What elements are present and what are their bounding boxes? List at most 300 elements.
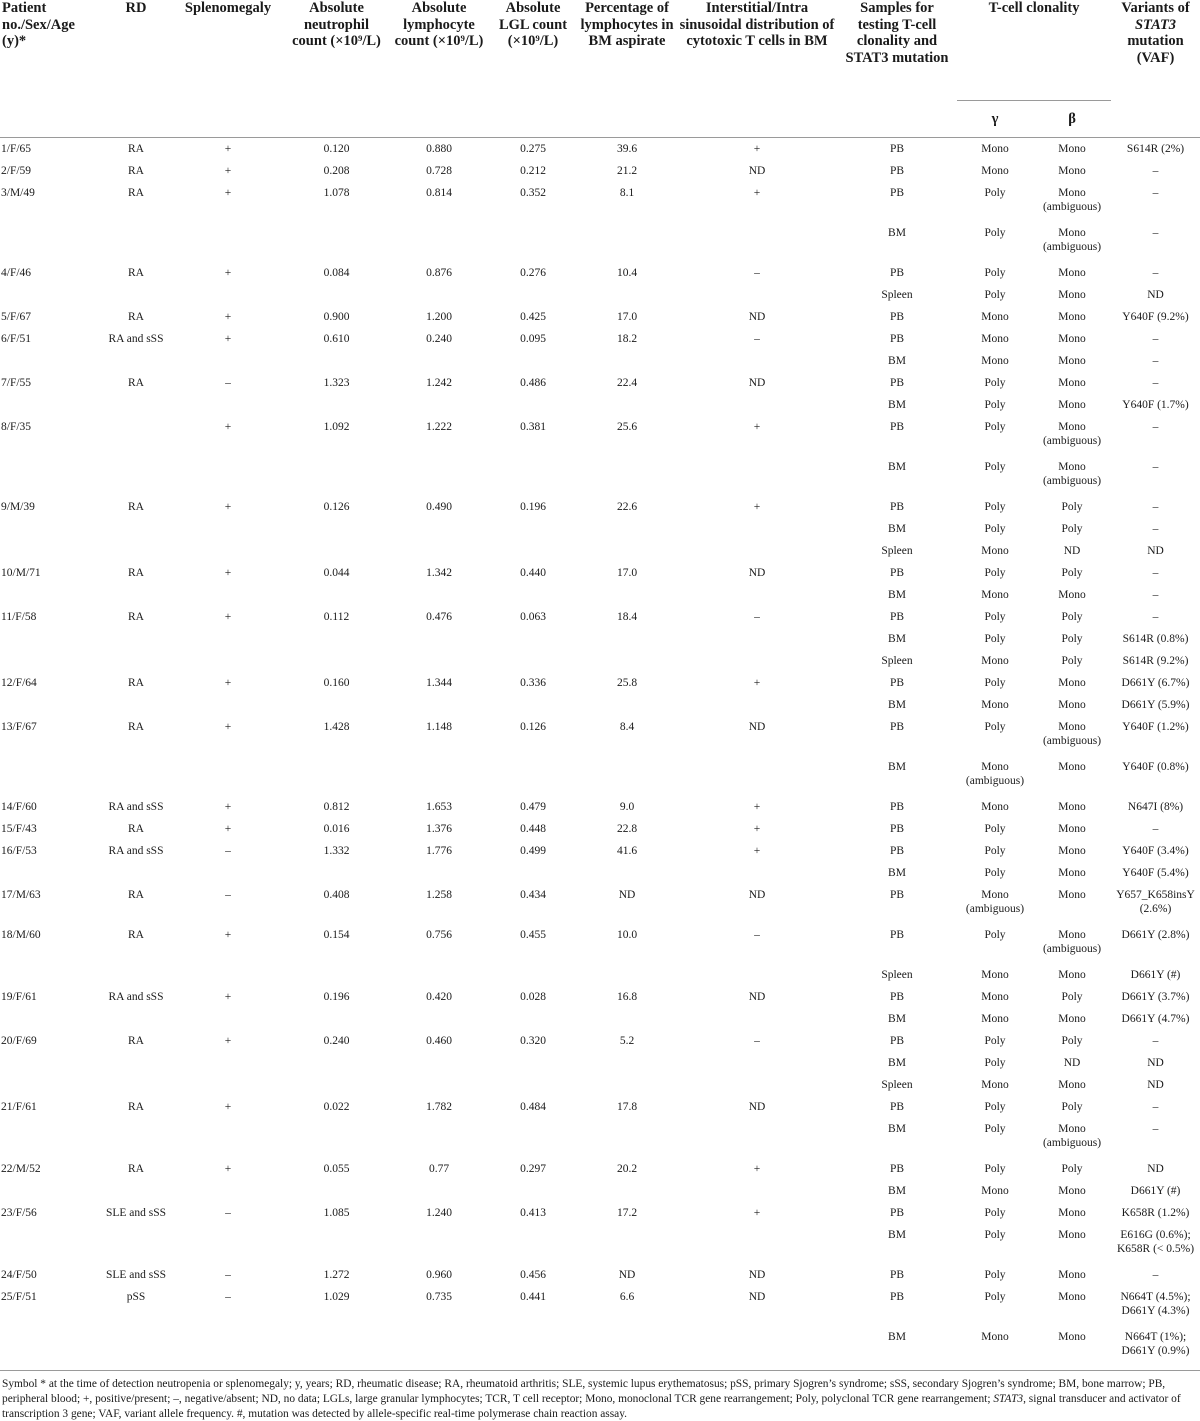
cell-patient (0, 1052, 100, 1074)
cell-neutrophil (284, 540, 389, 562)
cell-neutrophil: 0.022 (323, 1101, 350, 1113)
cell-bm-percentage: 25.6 (616, 421, 638, 433)
cell-patient (0, 394, 100, 416)
cell-rd: RA (128, 377, 144, 389)
cell-splenomegaly (172, 350, 284, 372)
cell-bm-percentage (577, 1052, 677, 1074)
cell-patient: 17/M/63 (1, 889, 41, 901)
cell-lymphocyte: 1.242 (426, 377, 452, 389)
col-lgl: Absolute LGL count (×10⁹/L) (498, 0, 568, 49)
cell-sample: BM (888, 699, 906, 711)
cell-beta: Mono (1058, 289, 1086, 301)
cell-distribution (677, 650, 837, 672)
cell-sample: PB (889, 823, 905, 835)
cell-sample: BM (888, 1229, 906, 1241)
cell-sample: PB (889, 1207, 905, 1219)
cell-bm-percentage (577, 1180, 677, 1202)
cell-gamma: Poly (984, 187, 1006, 199)
cell-lgl: 0.126 (520, 721, 546, 733)
cell-gamma: Poly (984, 227, 1006, 239)
cell-patient: 1/F/65 (1, 143, 32, 155)
cell-splenomegaly: – (225, 1291, 231, 1303)
cell-patient: 22/M/52 (1, 1163, 41, 1175)
cell-sample: Spleen (881, 545, 913, 557)
cell-distribution: ND (748, 567, 766, 579)
cell-rd: RA (128, 165, 144, 177)
cell-lymphocyte: 1.240 (426, 1207, 452, 1219)
cell-lgl: 0.455 (520, 929, 546, 941)
cell-rd (100, 694, 172, 716)
cell-sample: BM (888, 227, 906, 239)
cell-bm-percentage (577, 1224, 677, 1264)
cell-beta: Mono (1058, 1269, 1086, 1281)
cell-sample: Spleen (881, 969, 913, 981)
cell-lymphocyte: 0.240 (426, 333, 452, 345)
cell-variant: S614R (0.8%) (1122, 633, 1189, 645)
cell-variant: – (1152, 1101, 1159, 1113)
cell-bm-percentage: 5.2 (619, 1035, 635, 1047)
cell-rd: RA (128, 929, 144, 941)
cell-distribution (677, 518, 837, 540)
cell-lymphocyte: 1.782 (426, 1101, 452, 1113)
cell-rd: RA and sSS (108, 845, 164, 857)
col-distribution: Interstitial/Intra sinusoidal distribution of cytotoxic T cells in BM (679, 0, 835, 49)
cell-sample: PB (889, 333, 905, 345)
cell-variant: D661Y (6.7%) (1121, 677, 1190, 689)
cell-lymphocyte (389, 1224, 489, 1264)
cell-gamma: Mono (981, 655, 1009, 667)
cell-beta: Poly (1061, 567, 1083, 579)
cell-variant: – (1152, 421, 1159, 433)
cell-gamma: Mono (981, 1185, 1009, 1197)
cell-rd: RA (128, 1163, 144, 1175)
cell-lymphocyte: 0.728 (426, 165, 452, 177)
cell-beta: Mono (1058, 677, 1086, 689)
cell-neutrophil: 0.900 (323, 311, 350, 323)
table-body (0, 138, 1200, 1367)
cell-patient: 11/F/58 (1, 611, 37, 623)
cell-rd: RA and sSS (108, 801, 164, 813)
cell-bm-percentage: 16.8 (616, 991, 638, 1003)
col-variants (1111, 0, 1200, 138)
table-row (0, 606, 1200, 628)
cell-bm-percentage: 6.6 (619, 1291, 635, 1303)
cell-variant: K658R (1.2%) (1121, 1207, 1190, 1219)
cell-lymphocyte (389, 222, 489, 262)
cell-splenomegaly (172, 1074, 284, 1096)
col-neutrophil: Absolute neutrophil count (×10⁹/L) (292, 0, 381, 49)
cell-beta: Mono (1058, 699, 1086, 711)
cell-distribution (677, 394, 837, 416)
cell-gamma: Poly (984, 377, 1006, 389)
cell-distribution (677, 584, 837, 606)
cell-sample: PB (889, 1163, 905, 1175)
variants-label-post: mutation (VAF) (1127, 33, 1184, 66)
table-row (0, 262, 1200, 284)
cell-bm-percentage (577, 584, 677, 606)
cell-bm-percentage (577, 1326, 677, 1366)
table-header (0, 0, 1200, 138)
cell-gamma: Poly (984, 1207, 1006, 1219)
cell-distribution: ND (748, 1269, 766, 1281)
cell-gamma: Poly (984, 721, 1006, 733)
cell-splenomegaly (172, 284, 284, 306)
cell-bm-percentage: 21.2 (616, 165, 638, 177)
cell-distribution: ND (748, 377, 766, 389)
cell-patient: 20/F/69 (1, 1035, 37, 1047)
cell-distribution (677, 222, 837, 262)
cell-patient: 7/F/55 (1, 377, 32, 389)
col-splenomegaly: Splenomegaly (184, 0, 272, 16)
cell-patient (0, 1224, 100, 1264)
cell-lgl: 0.297 (520, 1163, 546, 1175)
cell-patient (0, 350, 100, 372)
cell-lymphocyte (389, 1118, 489, 1158)
cell-bm-percentage (577, 1008, 677, 1030)
cell-neutrophil (284, 350, 389, 372)
cell-sample: BM (888, 355, 906, 367)
cell-rd: pSS (126, 1291, 146, 1303)
table-row (0, 416, 1200, 456)
cell-variant: ND (1147, 1163, 1164, 1175)
cell-splenomegaly (172, 1326, 284, 1366)
variants-label-pre: Variants of (1121, 0, 1190, 16)
cell-lgl (489, 1224, 577, 1264)
cell-gamma: Mono (ambiguous) (965, 889, 1025, 915)
cell-patient: 3/M/49 (1, 187, 35, 199)
cell-gamma: Poly (984, 523, 1006, 535)
cell-lymphocyte: 0.876 (426, 267, 452, 279)
cell-lgl (489, 584, 577, 606)
cell-splenomegaly (172, 584, 284, 606)
cell-splenomegaly: + (224, 823, 232, 835)
cell-lymphocyte: 0.476 (426, 611, 452, 623)
cell-sample: PB (889, 1101, 905, 1113)
cell-distribution: – (754, 929, 760, 941)
cell-lgl: 0.212 (520, 165, 546, 177)
cell-beta: Mono (ambiguous) (1042, 1123, 1102, 1149)
cell-splenomegaly (172, 862, 284, 884)
cell-distribution: ND (748, 311, 766, 323)
cell-variant: – (1152, 165, 1159, 177)
cell-rd: RA (128, 823, 144, 835)
cell-splenomegaly: + (224, 991, 232, 1003)
footnote-part1: Symbol * at the time of detection neutropenia or splenomegaly; y, years; RD, rheumatic disease; RA, rheumatoid arthritis; SLE, systemic lupus erythematosus; pSS, primary Sjogren’s syndrome; sSS, secondary Sjogren’s syndrome; BM, bone marrow; PB, peripheral blood; +, positive/present; –, negative/absent; ND, no data; LGLs, large granular lymphocytes; TCR, T cell receptor; Mono, monoclonal TCR gene rearrangement; Poly, polyclonal TCR gene rearrangement; (2, 1378, 1166, 1405)
cell-lgl: 0.352 (520, 187, 546, 199)
cell-sample: BM (888, 867, 906, 879)
cell-distribution (677, 540, 837, 562)
cell-variant: D661Y (#) (1130, 1185, 1181, 1197)
cell-neutrophil (284, 1052, 389, 1074)
cell-beta: Mono (1058, 1185, 1086, 1197)
cell-lgl (489, 1008, 577, 1030)
cell-lymphocyte: 1.776 (426, 845, 452, 857)
cell-gamma: Poly (984, 399, 1006, 411)
cell-neutrophil: 0.196 (323, 991, 350, 1003)
cell-rd (100, 416, 172, 456)
cell-splenomegaly: + (224, 187, 232, 199)
cell-neutrophil (284, 222, 389, 262)
cell-gamma: Poly (984, 1269, 1006, 1281)
cell-lgl (489, 350, 577, 372)
table-row (0, 372, 1200, 394)
cell-neutrophil (284, 1118, 389, 1158)
cell-sample: BM (888, 1013, 906, 1025)
cell-bm-percentage: 41.6 (616, 845, 638, 857)
cell-patient: 5/F/67 (1, 311, 32, 323)
cell-variant: – (1152, 1123, 1159, 1135)
cell-patient: 19/F/61 (1, 991, 37, 1003)
cell-gamma: Poly (984, 1057, 1006, 1069)
cell-patient (0, 650, 100, 672)
table-row (0, 628, 1200, 650)
cell-sample: PB (889, 377, 905, 389)
table-row (0, 496, 1200, 518)
cell-bm-percentage: 25.8 (616, 677, 638, 689)
cell-gamma: Poly (984, 421, 1006, 433)
cell-gamma: Poly (984, 867, 1006, 879)
cell-sample: BM (888, 461, 906, 473)
cell-rd (100, 756, 172, 796)
cell-lymphocyte: 1.222 (426, 421, 452, 433)
cell-lymphocyte (389, 628, 489, 650)
cell-lgl (489, 628, 577, 650)
cell-bm-percentage (577, 862, 677, 884)
cell-splenomegaly: + (224, 311, 232, 323)
cell-patient: 14/F/60 (1, 801, 37, 813)
cell-distribution (677, 1180, 837, 1202)
table-row (0, 328, 1200, 350)
cell-variant: Y657_K658insY (2.6%) (1116, 889, 1195, 915)
cell-lymphocyte (389, 964, 489, 986)
cell-beta: Mono (ambiguous) (1042, 421, 1102, 447)
cell-variant: ND (1147, 545, 1164, 557)
cell-lgl: 0.448 (520, 823, 546, 835)
cell-distribution (677, 456, 837, 496)
cell-distribution: ND (748, 721, 766, 733)
cell-variant: – (1152, 611, 1159, 623)
cell-gamma: Poly (984, 677, 1006, 689)
cell-gamma: Poly (984, 461, 1006, 473)
cell-bm-percentage: 18.4 (616, 611, 638, 623)
cell-variant: D661Y (4.7%) (1121, 1013, 1190, 1025)
cell-variant: – (1152, 1269, 1159, 1281)
cell-bm-percentage: 39.6 (616, 143, 638, 155)
cell-splenomegaly: + (224, 721, 232, 733)
cell-sample: PB (889, 991, 905, 1003)
cell-patient (0, 456, 100, 496)
cell-bm-percentage: 17.0 (616, 567, 638, 579)
cell-sample: PB (889, 1035, 905, 1047)
cell-rd: RA (128, 677, 144, 689)
cell-distribution (677, 1224, 837, 1264)
cell-beta: Mono (1058, 845, 1086, 857)
cell-gamma: Poly (984, 1229, 1006, 1241)
cell-splenomegaly: + (224, 1035, 232, 1047)
cell-lymphocyte: 0.756 (426, 929, 452, 941)
cell-variant: N664T (4.5%); D661Y (4.3%) (1120, 1291, 1191, 1317)
cell-patient (0, 518, 100, 540)
cell-lymphocyte (389, 540, 489, 562)
cell-lgl (489, 1180, 577, 1202)
cell-rd: RA (128, 187, 144, 199)
cell-lymphocyte: 0.735 (426, 1291, 452, 1303)
cell-patient (0, 756, 100, 796)
cell-bm-percentage: 9.0 (619, 801, 635, 813)
cell-lgl: 0.196 (520, 501, 546, 513)
cell-lgl (489, 518, 577, 540)
cell-neutrophil: 1.428 (323, 721, 350, 733)
cell-gamma: Poly (984, 1101, 1006, 1113)
cell-neutrophil (284, 1326, 389, 1366)
cell-beta: Mono (1058, 399, 1086, 411)
table-row (0, 862, 1200, 884)
cell-bm-percentage: ND (618, 889, 636, 901)
cell-beta: Mono (ambiguous) (1042, 461, 1102, 487)
cell-rd (100, 584, 172, 606)
cell-distribution: + (753, 187, 761, 199)
cell-splenomegaly: + (224, 501, 232, 513)
cell-neutrophil: 0.610 (323, 333, 350, 345)
cell-lymphocyte (389, 650, 489, 672)
cell-lgl (489, 222, 577, 262)
cell-sample: PB (889, 267, 905, 279)
cell-patient (0, 694, 100, 716)
cell-neutrophil: 1.332 (323, 845, 350, 857)
cell-lgl: 0.440 (520, 567, 546, 579)
cell-lgl (489, 1118, 577, 1158)
cell-beta: ND (1063, 1057, 1081, 1069)
cell-lgl: 0.095 (520, 333, 546, 345)
cell-lgl (489, 1326, 577, 1366)
cell-sample: PB (889, 611, 905, 623)
cell-distribution (677, 964, 837, 986)
cell-bm-percentage (577, 964, 677, 986)
cell-variant: Y640F (0.8%) (1122, 761, 1189, 773)
cell-lgl (489, 650, 577, 672)
cell-lymphocyte: 1.376 (426, 823, 452, 835)
cell-splenomegaly (172, 756, 284, 796)
table-row (0, 672, 1200, 694)
cell-lgl: 0.484 (520, 1101, 546, 1113)
cell-gamma: Poly (984, 1163, 1006, 1175)
table-row (0, 562, 1200, 584)
cell-patient: 15/F/43 (1, 823, 37, 835)
cell-patient: 2/F/59 (1, 165, 32, 177)
cell-beta: Poly (1061, 991, 1083, 1003)
cell-neutrophil (284, 456, 389, 496)
table-row (0, 650, 1200, 672)
cell-distribution (677, 1118, 837, 1158)
cell-lgl: 0.441 (520, 1291, 546, 1303)
cell-bm-percentage (577, 350, 677, 372)
cell-patient (0, 1008, 100, 1030)
cell-patient: 24/F/50 (1, 1269, 37, 1281)
cell-lymphocyte (389, 284, 489, 306)
cell-neutrophil (284, 650, 389, 672)
cell-variant: – (1152, 589, 1159, 601)
cell-gamma: Mono (981, 355, 1009, 367)
cell-rd: RA (128, 721, 144, 733)
cell-bm-percentage: 22.4 (616, 377, 638, 389)
cell-rd (100, 1224, 172, 1264)
cell-gamma: Poly (984, 633, 1006, 645)
cell-splenomegaly (172, 518, 284, 540)
cell-patient: 8/F/35 (1, 421, 32, 433)
cell-beta: Poly (1061, 1101, 1083, 1113)
cell-rd (100, 222, 172, 262)
cell-variant: D661Y (5.9%) (1121, 699, 1190, 711)
cell-lymphocyte (389, 394, 489, 416)
cell-sample: Spleen (881, 289, 913, 301)
cell-sample: BM (888, 589, 906, 601)
cell-distribution: ND (748, 889, 766, 901)
table-row (0, 1074, 1200, 1096)
cell-lymphocyte: 0.814 (426, 187, 452, 199)
cell-rd (100, 1008, 172, 1030)
cell-beta: Mono (ambiguous) (1042, 187, 1102, 213)
cell-lymphocyte: 1.342 (426, 567, 452, 579)
cell-patient: 13/F/67 (1, 721, 37, 733)
cell-beta: ND (1063, 545, 1081, 557)
cell-gamma: Mono (981, 333, 1009, 345)
cell-neutrophil: 0.112 (323, 611, 350, 623)
cell-lymphocyte (389, 518, 489, 540)
cell-rd (100, 456, 172, 496)
cell-lgl: 0.028 (520, 991, 546, 1003)
table-row (0, 584, 1200, 606)
cell-neutrophil: 0.160 (323, 677, 350, 689)
cell-bm-percentage (577, 694, 677, 716)
cell-patient (0, 284, 100, 306)
table-row (0, 456, 1200, 496)
cell-rd: RA (128, 143, 144, 155)
cell-splenomegaly: – (225, 1207, 231, 1219)
cell-neutrophil (284, 756, 389, 796)
cell-splenomegaly (172, 394, 284, 416)
cell-bm-percentage: 17.2 (616, 1207, 638, 1219)
cell-patient (0, 1118, 100, 1158)
cell-variant: – (1152, 461, 1159, 473)
cell-variant: Y640F (5.4%) (1122, 867, 1189, 879)
cell-lgl (489, 964, 577, 986)
cell-sample: BM (888, 761, 906, 773)
cell-rd (100, 1118, 172, 1158)
cell-sample: BM (888, 523, 906, 535)
cell-bm-percentage (577, 540, 677, 562)
cell-splenomegaly: + (224, 333, 232, 345)
cell-neutrophil: 1.323 (323, 377, 350, 389)
cell-variant: – (1152, 823, 1159, 835)
cell-lgl: 0.486 (520, 377, 546, 389)
table-row (0, 1118, 1200, 1158)
cell-rd: RA (128, 611, 144, 623)
cell-neutrophil: 1.272 (323, 1269, 350, 1281)
cell-lymphocyte (389, 584, 489, 606)
cell-rd (100, 628, 172, 650)
cell-patient (0, 964, 100, 986)
cell-gamma: Mono (981, 801, 1009, 813)
cell-beta: Poly (1061, 1035, 1083, 1047)
cell-patient (0, 1074, 100, 1096)
cell-rd (100, 350, 172, 372)
cell-sample: BM (888, 1185, 906, 1197)
cell-distribution: – (754, 267, 760, 279)
cell-bm-percentage (577, 756, 677, 796)
cell-beta: Mono (1058, 355, 1086, 367)
cell-distribution: + (753, 143, 761, 155)
cell-lymphocyte (389, 1008, 489, 1030)
